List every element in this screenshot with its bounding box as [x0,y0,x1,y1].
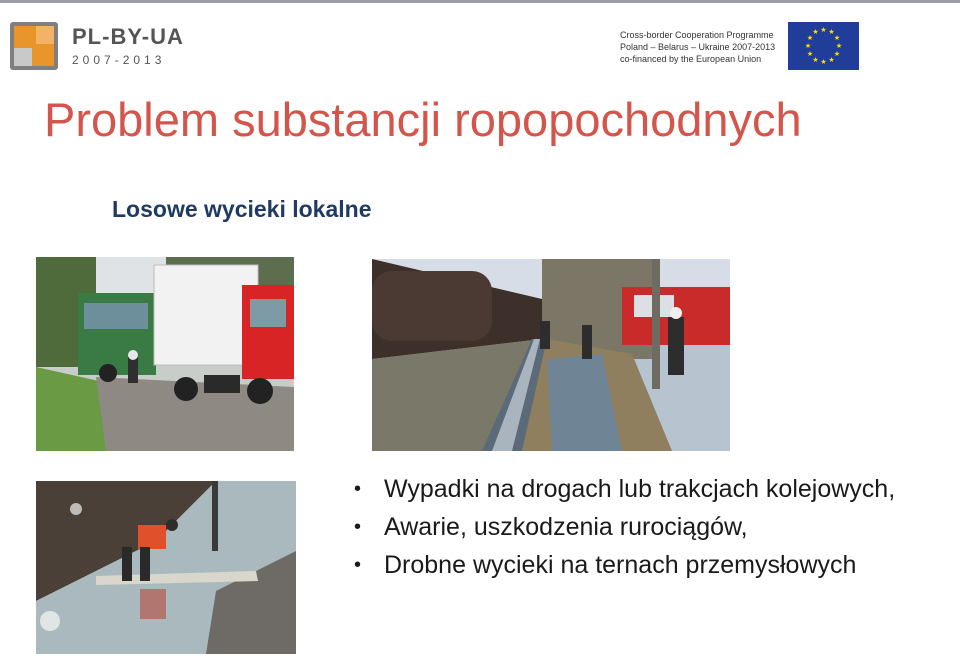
logo-title: PL-BY-UA [72,24,184,49]
bullet-dot-icon: • [354,516,362,538]
svg-text:★: ★ [804,42,812,50]
eu-flag-icon [788,22,859,70]
svg-text:★: ★ [828,28,835,36]
slide-title: Problem substancji ropopochodnych [44,93,802,146]
logo-years: 2007-2013 [72,53,166,67]
bullet-list [354,472,908,586]
svg-text:★: ★ [833,50,841,58]
photo-road-accident [36,257,294,451]
programme-logo-mark [10,22,58,70]
svg-text:★: ★ [806,34,814,42]
slide-subtitle: Losowe wycieki lokalne [112,196,372,222]
bullet-text-2: Awarie, uszkodzenia rurociągów, [384,513,748,541]
svg-text:★: ★ [828,56,835,64]
photo-rail-tankers [372,259,730,451]
bullet-text-1: Wypadki na drogach lub trakcjach kolejowych, [384,475,896,503]
programme-line-1: Cross-border Cooperation Programme [620,30,774,40]
svg-text:★: ★ [806,50,814,58]
programme-line-3: co-financed by the European Union [620,54,762,64]
programme-logo [10,20,190,74]
programme-caption [620,29,790,65]
svg-text:★: ★ [812,28,819,36]
svg-text:★: ★ [833,34,841,42]
svg-text:★: ★ [820,58,827,66]
bullet-dot-icon: • [354,554,362,576]
svg-text:★: ★ [812,56,819,64]
top-border [0,0,960,3]
list-item [354,510,908,544]
svg-text:★: ★ [820,26,827,34]
programme-line-2: Poland – Belarus – Ukraine 2007-2013 [620,42,776,52]
photo-spill-cleanup [36,481,296,654]
svg-text:★: ★ [835,42,843,50]
bullet-text-3: Drobne wycieki na ternach przemysłowych [384,551,857,579]
list-item [354,548,908,582]
bullet-dot-icon: • [354,478,362,500]
list-item [354,472,908,506]
